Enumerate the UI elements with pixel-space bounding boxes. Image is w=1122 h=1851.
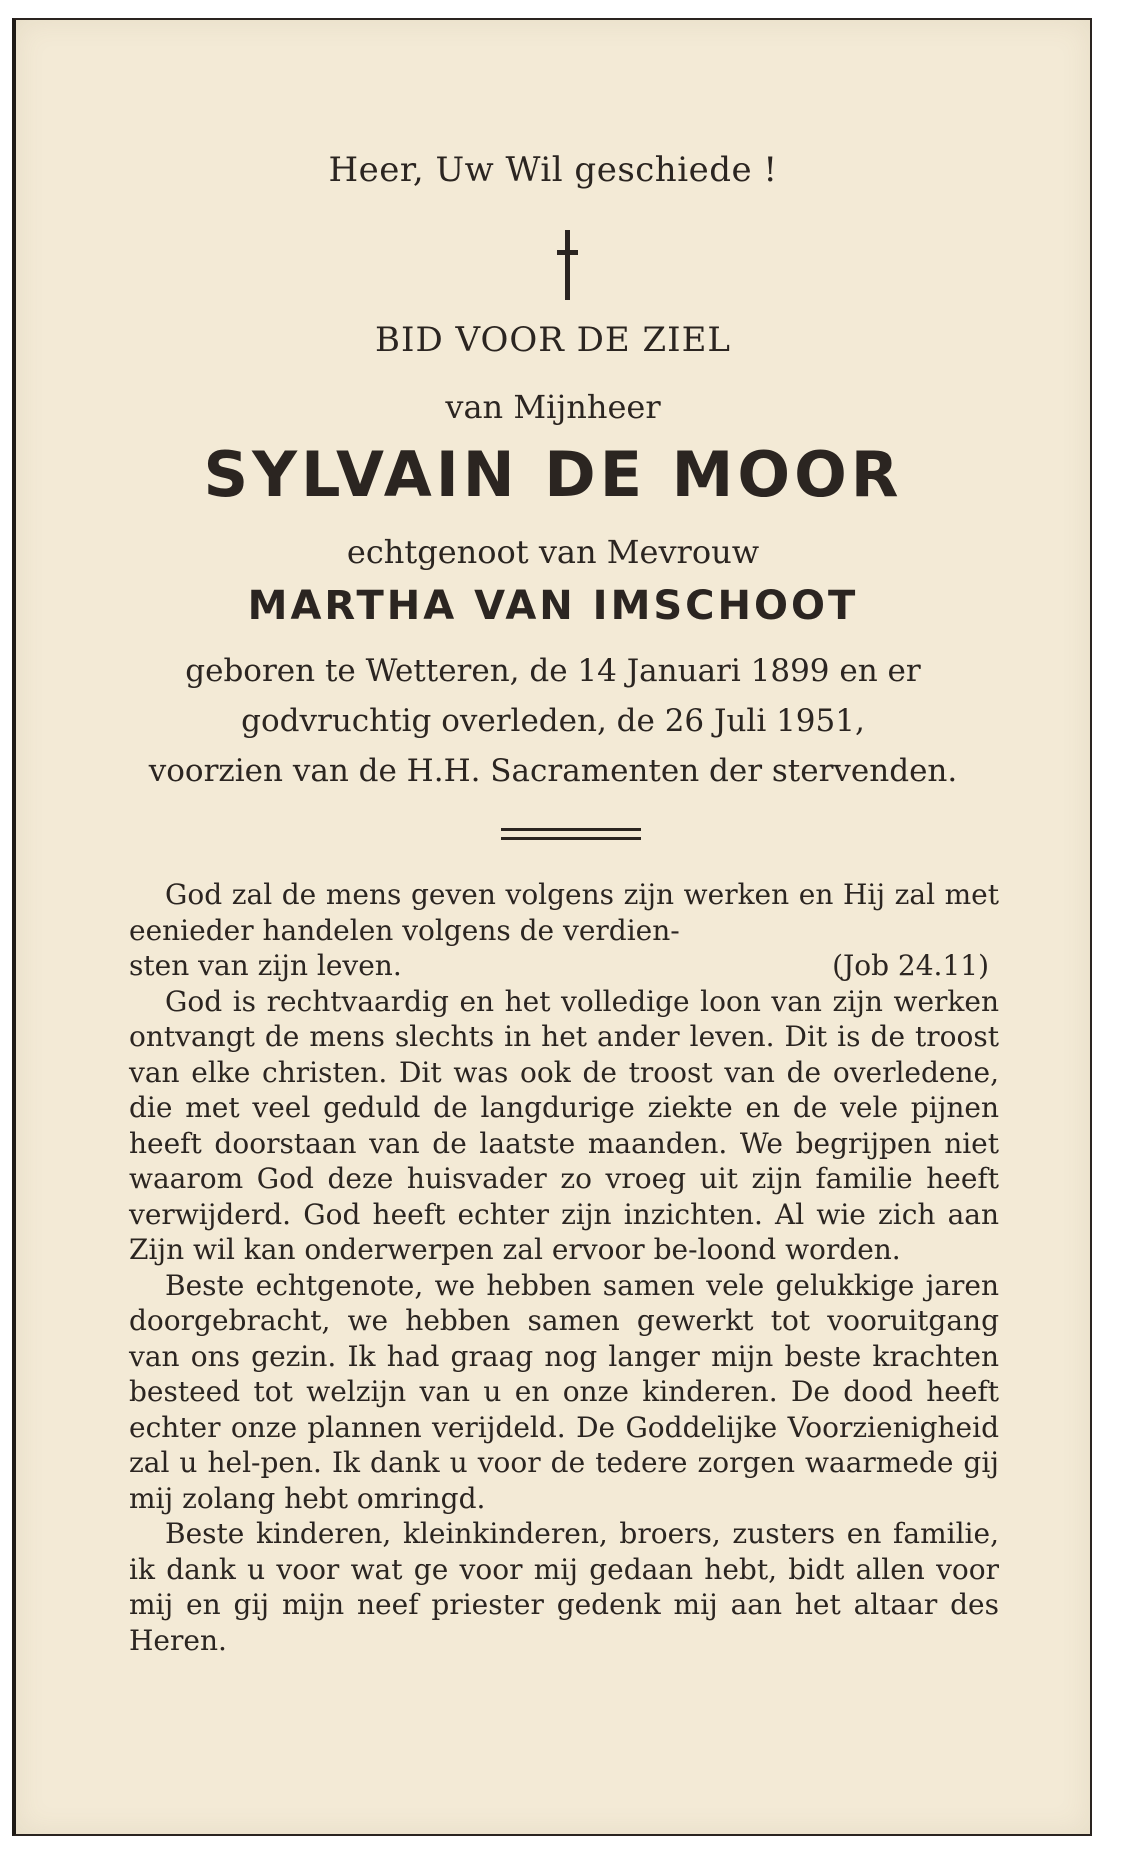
invocation-text: Heer, Uw Wil geschiede ! bbox=[328, 150, 778, 190]
memorial-card bbox=[12, 18, 1092, 1836]
sacraments-line: voorzien van de H.H. Sacramenten der stervenden. bbox=[148, 753, 958, 789]
cross-icon bbox=[557, 230, 577, 300]
scripture-citation-line bbox=[129, 948, 999, 984]
paragraph-consolation: God is rechtvaardig en het volledige loon van zijn werken ontvangt de mens slechts in het ander leven. Dit is de troost van elke christen. Dit was ook de troost van de overledene, die met veel geduld de langdurige ziekte en de vele pijnen heeft doorstaan van de laatste maanden. We begrijpen niet waarom God deze huisvader zo vroeg uit zijn familie heeft verwijderd. God heeft echter zijn inzichten. Al wie zich aan Zijn wil kan onderwerpen zal ervoor be-loond worden. bbox=[129, 984, 999, 1266]
deceased-name: SYLVAIN DE MOOR bbox=[203, 438, 903, 511]
birth-line: geboren te Wetteren, de 14 Januari 1899 en er bbox=[185, 653, 921, 689]
paragraph-scripture bbox=[129, 877, 999, 948]
title-prefix: van Mijnheer bbox=[445, 388, 661, 426]
scripture-text: God zal de mens geven volgens zijn werken en Hij zal met eenieder handelen volgens de verdien- bbox=[129, 878, 999, 947]
spouse-name: MARTHA VAN IMSCHOOT bbox=[247, 583, 859, 629]
spouse-relation: echtgenoot van Mevrouw bbox=[346, 533, 760, 571]
paragraph-spouse: Beste echtgenote, we hebben samen vele gelukkige jaren doorgebracht, we hebben samen gewerkt tot vooruitgang van ons gezin. Ik had graag nog langer mijn beste krachten besteed tot welzijn van u en onze kinderen. De dood heeft echter onze plannen verijdeld. De Goddelijke Voorzienigheid zal u hel-pen. Ik dank u voor de tedere zorgen waarmede gij mij zolang hebt omringd. bbox=[129, 1268, 999, 1515]
scripture-last-line: sten van zijn leven. bbox=[129, 949, 402, 982]
divider-rule bbox=[501, 828, 641, 846]
death-line: godvruchtig overleden, de 26 Juli 1951, bbox=[241, 703, 865, 739]
prayer-heading: BID VOOR DE ZIEL bbox=[375, 320, 731, 360]
memorial-text bbox=[129, 877, 999, 1658]
scripture-citation: (Job 24.11) bbox=[832, 949, 989, 982]
paragraph-family: Beste kinderen, kleinkinderen, broers, zusters en familie, ik dank u voor wat ge voor mij gedaan hebt, bidt allen voor mij en gij mijn neef priester gedenk mij aan het altaar des Heren. bbox=[129, 1517, 999, 1657]
